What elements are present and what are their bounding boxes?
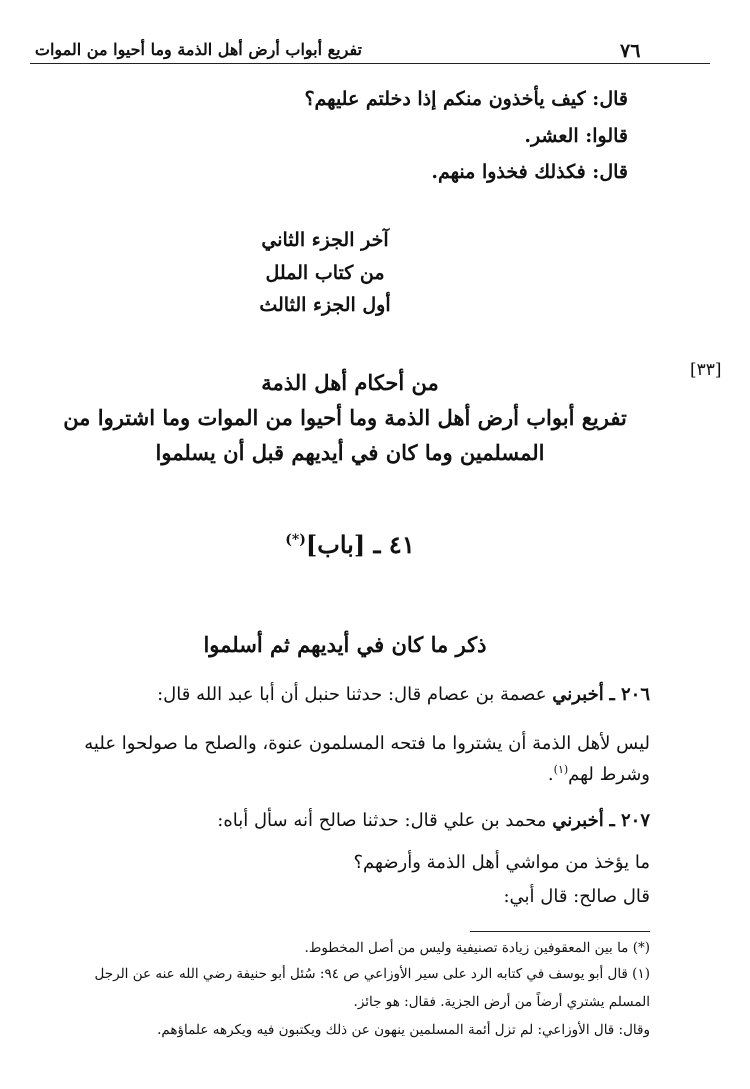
report-number: ٢٠٦ ـ: [609, 684, 650, 705]
report-207-text-line-2: قال صالح: قال أبي:: [503, 886, 650, 907]
subheading: ذكر ما كان في أيديهم ثم أسلموا: [203, 632, 487, 657]
report-text: وشرط لهم: [568, 764, 650, 785]
report-lead: أخبرني: [552, 684, 604, 705]
running-title: تفريع أبواب أرض أهل الذمة وما أحيوا من الموات: [34, 40, 362, 59]
footnote-star: (*) ما بين المعقوفين زيادة تصنيفية وليس من أصل المخطوط.: [304, 940, 650, 956]
chapter-label: [200, 530, 500, 559]
dialogue-line-1: قال: كيف يأخذون منكم إذا دخلتم عليهم؟: [304, 88, 628, 110]
chapter-number-label: ٤١ ـ [باب]: [305, 530, 415, 559]
footnote-1-line-1: (١) قال أبو يوسف في كتابه الرد على سير الأوزاعي ص ٩٤: سُئل أبو حنيفة رضي الله عنه عن الرجل: [94, 966, 650, 982]
report-206-text-line-1: ليس لأهل الذمة أن يشتروا ما فتحه المسلمون عنوة، والصلح ما صولحوا عليه: [84, 733, 650, 754]
section-title-line-2: المسلمين وما كان في أيديهم قبل أن يسلموا: [155, 440, 545, 465]
report-206-text-line-2: [548, 763, 650, 785]
footnote-1-line-2: المسلم يشتري أرضاً من أرض الجزية. فقال: هو جائز.: [353, 994, 650, 1010]
footnote-ref: (١): [553, 763, 569, 776]
report-text-end: .: [547, 764, 554, 785]
report-207-isnad: [217, 810, 650, 831]
footnote-rule: [470, 931, 650, 932]
part-end-line-2: من كتاب الملل: [265, 262, 385, 284]
dialogue-line-2: قالوا: العشر.: [524, 125, 628, 147]
report-207-text-line-1: ما يؤخذ من مواشي أهل الذمة وأرضهم؟: [353, 852, 650, 873]
report-lead: أخبرني: [552, 810, 604, 831]
report-chain: محمد بن علي قال: حدثنا صالح أنه سأل أباه:: [217, 810, 547, 831]
report-chain: عصمة بن عصام قال: حدثنا حنبل أن أبا عبد الله قال:: [157, 684, 547, 705]
page-number: ٧٦: [620, 40, 641, 62]
report-206-isnad: [157, 684, 650, 705]
part-start-line: أول الجزء الثالث: [259, 294, 391, 316]
dialogue-line-3: قال: فكذلك فخذوا منهم.: [431, 161, 628, 183]
chapter-footnote-marker: (*): [285, 532, 306, 548]
manuscript-folio-marker: [٣٣]: [690, 360, 722, 380]
report-number: ٢٠٧ ـ: [609, 810, 650, 831]
section-heading: من أحكام أهل الذمة: [261, 370, 439, 395]
part-end-line-1: آخر الجزء الثاني: [261, 229, 389, 251]
footnote-1-line-3: وقال: قال الأوزاعي: لم تزل أئمة المسلمين ينهون عن ذلك ويكتبون فيه ويكرهه علماؤهم.: [157, 1022, 650, 1038]
section-title-line-1: تفريع أبواب أرض أهل الذمة وما أحيوا من الموات وما اشتروا من: [63, 405, 627, 430]
header-rule: [30, 63, 710, 64]
